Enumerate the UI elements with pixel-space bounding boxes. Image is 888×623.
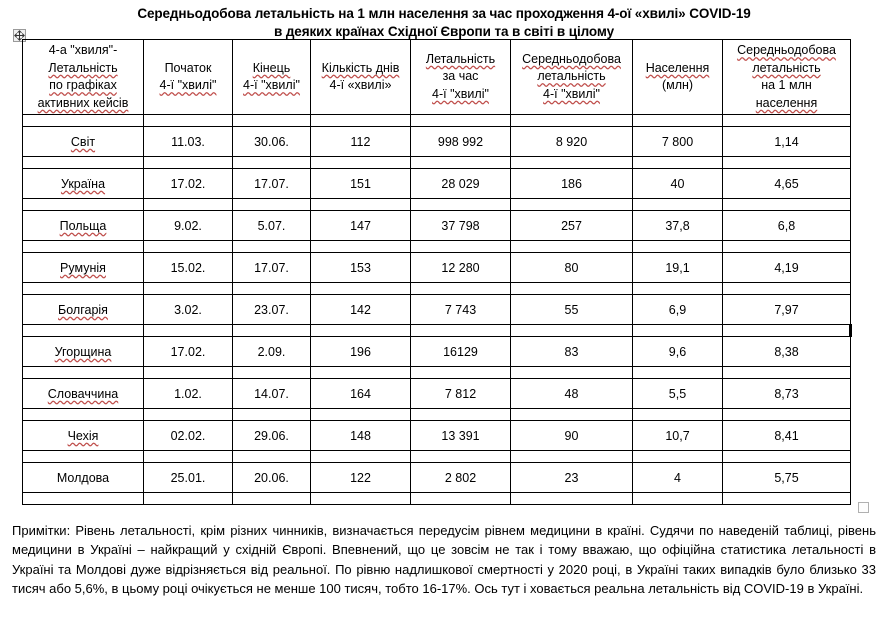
header-line: Летальність (48, 60, 118, 75)
spacer-cell (511, 493, 633, 505)
spacer-cell (633, 367, 723, 379)
table-resize-handle[interactable] (858, 502, 869, 513)
cell-population: 37,8 (633, 211, 723, 241)
cell-country (23, 211, 144, 241)
cell-end: 30.06. (233, 127, 311, 157)
spacer-cell (233, 283, 311, 295)
cell-start: 11.03. (144, 127, 233, 157)
spacer-cell (23, 451, 144, 463)
spacer-cell (144, 367, 233, 379)
spacer-cell (233, 241, 311, 253)
header-line: (млн) (661, 78, 694, 92)
country-label: Україна (60, 176, 106, 191)
spacer-cell (411, 283, 511, 295)
header-line: по графіках (49, 78, 117, 92)
spacer-cell (411, 367, 511, 379)
page-title-line-1: Середньодобова летальність на 1 млн населення за час проходження 4-ої «хвилі» COVID-19 (137, 6, 751, 21)
cell-per-million: 1,14 (723, 127, 851, 157)
spacer-cell (633, 451, 723, 463)
cell-start: 25.01. (144, 463, 233, 493)
cell-days: 151 (311, 169, 411, 199)
header-line: активних кейсів (37, 95, 129, 110)
data-table-container (22, 39, 850, 505)
table-row[interactable] (23, 295, 851, 325)
cell-country (23, 295, 144, 325)
spacer-cell (411, 157, 511, 169)
spacer-cell (144, 493, 233, 505)
notes-text: Примітки: Рівень летальності, крім різних чинників, визначається передусім рівнем медицини в країні. Судячи по наведеній таблиці, рівень медицини в Україні – найкращий у східній Європі. Впевнений, що це зовсім не так і тому вважаю, що офіційна статистика летальності в Україні та Молдові дуже відрізняється від реальної. По рівню надлишкової смертності у 2020 році, в Україні таких випадків було близько 33 тисяч або 5,6%, в цьому році очікується не менше 100 тисяч, тобто 16-17%. Ось тут і ховається реальна летальність від COVID-19 в Україні. (12, 523, 876, 597)
spacer-cell (411, 409, 511, 421)
table-row[interactable] (23, 211, 851, 241)
cell-per-million: 5,75 (723, 463, 851, 493)
cell-population: 10,7 (633, 421, 723, 451)
cell-deaths: 2 802 (411, 463, 511, 493)
cell-daily: 186 (511, 169, 633, 199)
cell-daily: 55 (511, 295, 633, 325)
cell-daily: 90 (511, 421, 633, 451)
cell-start: 9.02. (144, 211, 233, 241)
cell-country (23, 463, 144, 493)
spacer-cell (233, 451, 311, 463)
header-line: 4-ї "хвилі" (432, 86, 489, 101)
spacer-cell (411, 241, 511, 253)
cell-daily: 257 (511, 211, 633, 241)
spacer-row (23, 199, 851, 211)
spacer-cell (511, 199, 633, 211)
table-header-row (23, 40, 851, 115)
cell-daily: 83 (511, 337, 633, 367)
column-header-days (311, 40, 411, 115)
spacer-cell (511, 409, 633, 421)
cell-end: 20.06. (233, 463, 311, 493)
cell-population: 4 (633, 463, 723, 493)
spacer-cell (311, 115, 411, 127)
cell-end: 17.07. (233, 253, 311, 283)
spacer-row (23, 115, 851, 127)
column-header-end (233, 40, 311, 115)
cell-deaths: 7 812 (411, 379, 511, 409)
spacer-cell (144, 199, 233, 211)
spacer-cell (511, 241, 633, 253)
spacer-cell (633, 199, 723, 211)
column-header-population (633, 40, 723, 115)
cell-start: 1.02. (144, 379, 233, 409)
cell-end: 14.07. (233, 379, 311, 409)
spacer-cell (144, 451, 233, 463)
spacer-cell (311, 367, 411, 379)
spacer-cell (633, 157, 723, 169)
cell-per-million: 8,38 (723, 337, 851, 367)
spacer-cell (311, 493, 411, 505)
spacer-row (23, 241, 851, 253)
column-header-daily-deaths (511, 40, 633, 115)
cell-per-million: 8,73 (723, 379, 851, 409)
country-label: Польща (59, 218, 107, 233)
cell-days: 196 (311, 337, 411, 367)
page-title-line-2: в деяких країнах Східної Європи та в світі в цілому (273, 24, 615, 39)
header-line: 4-а "хвиля"- (48, 43, 118, 57)
table-row[interactable] (23, 169, 851, 199)
spacer-cell (311, 451, 411, 463)
spacer-cell (311, 283, 411, 295)
spacer-cell (633, 283, 723, 295)
spacer-cell (311, 199, 411, 211)
table-body (23, 40, 851, 505)
cell-population: 40 (633, 169, 723, 199)
spacer-cell (723, 451, 851, 463)
header-line: летальність (537, 69, 606, 84)
cell-per-million: 6,8 (723, 211, 851, 241)
cell-deaths: 7 743 (411, 295, 511, 325)
spacer-row (23, 283, 851, 295)
cell-population: 7 800 (633, 127, 723, 157)
spacer-cell (511, 157, 633, 169)
spacer-cell (23, 157, 144, 169)
spacer-cell (233, 493, 311, 505)
page-title (0, 0, 888, 41)
spacer-cell (633, 493, 723, 505)
header-line: 4-ї "хвилі" (243, 78, 300, 92)
column-header-per-million (723, 40, 851, 115)
cell-days: 142 (311, 295, 411, 325)
cell-days: 153 (311, 253, 411, 283)
spacer-cell (311, 325, 411, 337)
cell-end: 5.07. (233, 211, 311, 241)
spacer-cell (723, 493, 851, 505)
header-line: 4-ї "хвилі" (159, 78, 217, 92)
cell-country (23, 379, 144, 409)
table-row[interactable] (23, 463, 851, 493)
spacer-cell (633, 115, 723, 127)
cell-population: 19,1 (633, 253, 723, 283)
header-line: на 1 млн (761, 78, 812, 92)
spacer-cell (723, 409, 851, 421)
country-label: Словаччина (47, 386, 119, 401)
header-line: Летальність (425, 51, 496, 66)
table-row[interactable] (23, 127, 851, 157)
spacer-cell (633, 409, 723, 421)
cell-end: 2.09. (233, 337, 311, 367)
spacer-cell (23, 199, 144, 211)
cell-end: 23.07. (233, 295, 311, 325)
column-header-deaths (411, 40, 511, 115)
column-header-start (144, 40, 233, 115)
cell-days: 147 (311, 211, 411, 241)
spacer-row (23, 367, 851, 379)
header-line: за час (442, 69, 479, 84)
spacer-cell (23, 115, 144, 127)
spacer-cell (144, 409, 233, 421)
cell-country (23, 169, 144, 199)
spacer-cell (723, 283, 851, 295)
cell-daily: 80 (511, 253, 633, 283)
cell-end: 29.06. (233, 421, 311, 451)
table-row[interactable] (23, 337, 851, 367)
spacer-cell (311, 157, 411, 169)
spacer-cell (233, 115, 311, 127)
header-line: Середньодобова (522, 51, 621, 66)
cell-population: 6,9 (633, 295, 723, 325)
cell-deaths: 13 391 (411, 421, 511, 451)
spacer-cell (23, 325, 144, 337)
cell-deaths: 37 798 (411, 211, 511, 241)
spacer-cell (723, 241, 851, 253)
spacer-cell (144, 157, 233, 169)
cell-end: 17.07. (233, 169, 311, 199)
spacer-cell (23, 493, 144, 505)
spacer-row (23, 157, 851, 169)
table-row[interactable] (23, 421, 851, 451)
covid-mortality-table (22, 39, 852, 505)
cell-days: 112 (311, 127, 411, 157)
cell-country (23, 253, 144, 283)
cell-deaths: 28 029 (411, 169, 511, 199)
spacer-cell (411, 451, 511, 463)
country-label: Світ (70, 134, 96, 149)
cell-start: 3.02. (144, 295, 233, 325)
spacer-row (23, 325, 851, 337)
cell-daily: 23 (511, 463, 633, 493)
spacer-cell (144, 325, 233, 337)
country-label: Молдова (56, 470, 110, 485)
header-line: Початок (164, 60, 212, 75)
spacer-cell (144, 283, 233, 295)
spacer-cell (23, 241, 144, 253)
spacer-cell (23, 367, 144, 379)
cell-deaths: 12 280 (411, 253, 511, 283)
header-line: Населення (645, 60, 710, 75)
header-line: 4-ї «хвилі» (329, 78, 392, 92)
cell-daily: 8 920 (511, 127, 633, 157)
spacer-cell (633, 241, 723, 253)
cell-population: 5,5 (633, 379, 723, 409)
header-line: летальність (752, 60, 821, 75)
spacer-row (23, 493, 851, 505)
cell-deaths: 16129 (411, 337, 511, 367)
cell-start: 17.02. (144, 169, 233, 199)
cell-start: 17.02. (144, 337, 233, 367)
country-label: Румунія (60, 260, 106, 275)
cell-days: 164 (311, 379, 411, 409)
spacer-cell (633, 325, 723, 337)
cell-days: 148 (311, 421, 411, 451)
spacer-cell (511, 367, 633, 379)
country-label: Угорщина (54, 344, 112, 359)
cell-country (23, 421, 144, 451)
table-row[interactable] (23, 253, 851, 283)
header-line: населення (755, 95, 818, 110)
spacer-row (23, 451, 851, 463)
spacer-cell (233, 157, 311, 169)
table-row[interactable] (23, 379, 851, 409)
spacer-cell (233, 199, 311, 211)
spacer-cell (723, 157, 851, 169)
spacer-cell (511, 115, 633, 127)
spacer-cell (23, 409, 144, 421)
spacer-cell (723, 115, 851, 127)
spacer-cell (723, 199, 851, 211)
cell-start: 15.02. (144, 253, 233, 283)
country-label: Чехія (67, 428, 99, 443)
header-line: 4-ї "хвилі" (543, 86, 600, 101)
spacer-row (23, 409, 851, 421)
cell-population: 9,6 (633, 337, 723, 367)
spacer-cell (311, 409, 411, 421)
spacer-cell (723, 325, 851, 337)
spacer-cell (411, 115, 511, 127)
spacer-cell (511, 283, 633, 295)
spacer-cell (411, 199, 511, 211)
spacer-cell (233, 367, 311, 379)
cell-days: 122 (311, 463, 411, 493)
spacer-cell (723, 367, 851, 379)
cell-country (23, 337, 144, 367)
cell-country (23, 127, 144, 157)
country-label: Болгарія (58, 302, 108, 317)
spacer-cell (144, 115, 233, 127)
spacer-cell (511, 325, 633, 337)
spacer-cell (233, 409, 311, 421)
column-header-country (23, 40, 144, 115)
header-line: Кінець (252, 60, 291, 75)
cell-per-million: 4,19 (723, 253, 851, 283)
cell-per-million: 8,41 (723, 421, 851, 451)
cell-daily: 48 (511, 379, 633, 409)
cell-start: 02.02. (144, 421, 233, 451)
header-line: Кількість днів (321, 60, 400, 75)
header-line: Середньодобова (737, 43, 836, 57)
spacer-cell (411, 325, 511, 337)
cell-deaths: 998 992 (411, 127, 511, 157)
cell-per-million: 4,65 (723, 169, 851, 199)
spacer-cell (511, 451, 633, 463)
cell-per-million: 7,97 (723, 295, 851, 325)
spacer-cell (311, 241, 411, 253)
notes-section (12, 521, 876, 599)
spacer-cell (411, 493, 511, 505)
spacer-cell (144, 241, 233, 253)
spacer-cell (23, 283, 144, 295)
spacer-cell (233, 325, 311, 337)
